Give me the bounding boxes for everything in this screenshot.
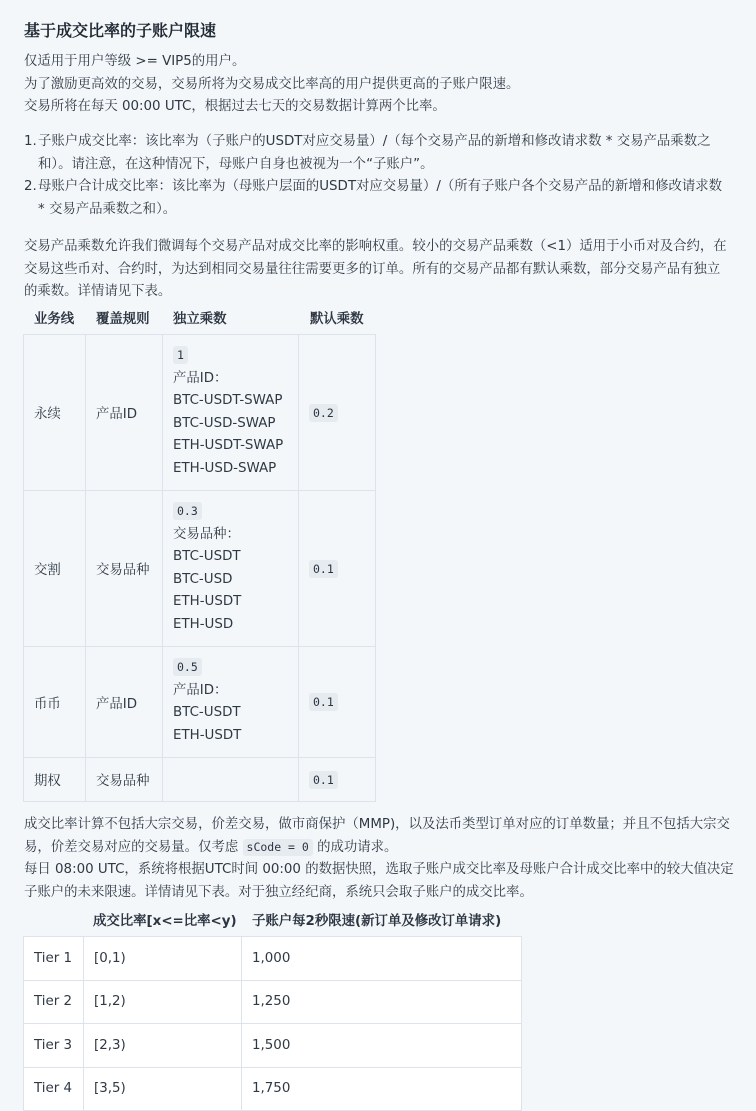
independent-multiplier-cell <box>163 335 299 491</box>
tier-cell: Tier 1 <box>24 937 84 981</box>
list-item-text: 子账户成交比率：该比率为（子账户的USDT对应交易量）/（每个交易产品的新增和修改请求数 * 交易产品乘数之和）。请注意，在这种情况下，母账户自身也被视为一个“子账户”。 <box>38 134 711 172</box>
business-line-cell: 交割 <box>24 491 86 647</box>
multiplier-code: 0.1 <box>309 560 338 578</box>
instrument-family: BTC-USDT <box>173 549 241 564</box>
instrument-id: BTC-USD-SWAP <box>173 415 276 431</box>
ratio-range-cell: [0,1) <box>84 937 242 981</box>
tier-cell: Tier 3 <box>24 1024 84 1068</box>
rule-cell: 交易品种 <box>86 491 163 647</box>
rule-cell: 交易品种 <box>86 758 163 802</box>
list-number: 2. <box>24 179 37 194</box>
instrument-family: ETH-USDT <box>173 594 242 609</box>
independent-multiplier-cell <box>163 647 299 758</box>
eligibility-text: 仅适用于用户等级 >= VIP5的用户。 <box>24 54 246 69</box>
scode-code: sCode = 0 <box>243 839 313 856</box>
list-item <box>24 131 729 176</box>
default-multiplier-cell <box>299 758 376 802</box>
table-row <box>24 937 522 981</box>
multiplier-code: 0.1 <box>309 771 338 789</box>
instrument-id: BTC-USDT-SWAP <box>173 393 283 408</box>
column-header: 业务线 <box>34 312 75 327</box>
ratio-list <box>24 131 729 221</box>
default-multiplier-cell <box>299 335 376 491</box>
note-text: 成交比率计算不包括大宗交易，价差交易，做市商保护（MMP)，以及法币类型订单对应的订单数量；并且不包括大宗交易，价差交易对应的交易量。仅考虑 <box>24 817 730 855</box>
rule-cell: 产品ID <box>86 335 163 491</box>
list-item <box>24 176 729 221</box>
column-header: 覆盖规则 <box>96 312 150 327</box>
scope-label: 产品ID： <box>173 370 228 386</box>
instrument-id: ETH-USD-SWAP <box>173 460 277 476</box>
tier-cell: Tier 2 <box>24 980 84 1024</box>
column-header: 独立乘数 <box>173 312 227 327</box>
rule-cell: 产品ID <box>86 647 163 758</box>
list-item-text: 母账户合计成交比率：该比率为（母账户层面的USDT对应交易量）/（所有子账户各个交易产品的新增和修改请求数 * 交易产品乘数之和）。 <box>38 179 723 217</box>
business-line-cell: 永续 <box>24 335 86 491</box>
multiplier-code: 0.5 <box>173 658 202 676</box>
instrument-id: ETH-USDT-SWAP <box>173 438 284 453</box>
business-line-cell: 币币 <box>24 647 86 758</box>
column-header: 子账户每2秒限速(新订单及修改订单请求) <box>252 914 502 929</box>
table-row <box>24 647 376 758</box>
list-number: 1. <box>24 134 37 149</box>
instrument-family: ETH-USD <box>173 616 234 632</box>
multiplier-table <box>23 334 376 802</box>
rate-limit-cell: 1,500 <box>242 1024 522 1068</box>
multiplier-code: 0.1 <box>309 693 338 711</box>
column-header: 默认乘数 <box>310 312 364 327</box>
table-row <box>24 335 376 491</box>
default-multiplier-cell <box>299 491 376 647</box>
instrument-id: BTC-USDT <box>173 705 241 720</box>
instrument-id: ETH-USDT <box>173 727 242 743</box>
rate-limit-cell: 1,000 <box>242 937 522 981</box>
page-title: 基于成交比率的子账户限速 <box>24 21 217 40</box>
independent-multiplier-cell <box>163 758 299 802</box>
multiplier-intro-text: 交易产品乘数允许我们微调每个交易产品对成交比率的影响权重。较小的交易产品乘数（<1）适用于小币对及合约，在交易这些币对、合约时，为达到相同交易量往往需要更多的订单。所有的交易产品都有默认乘数，部分交易产品有独立的乘数。详情请见下表。 <box>24 239 727 299</box>
table-row <box>24 491 376 647</box>
multiplier-code: 0.2 <box>309 404 338 422</box>
scope-label: 产品ID： <box>173 682 228 698</box>
snapshot-note-text: 每日 08:00 UTC，系统将根据UTC时间 00:00 的数据快照，选取子账户成交比率及母账户合计成交比率中的较大值决定子账户的未来限速。详情请见下表。对于独立经纪商，系统只会取子账户的成交比率。 <box>24 862 734 900</box>
table-row <box>24 980 522 1024</box>
tier-table <box>23 936 522 1111</box>
note-text: 的成功请求。 <box>312 839 398 855</box>
rate-limit-cell: 1,750 <box>242 1067 522 1111</box>
incentive-text: 为了激励更高效的交易，交易所将为交易成交比率高的用户提供更高的子账户限速。 <box>24 77 520 92</box>
ratio-range-cell: [1,2) <box>84 980 242 1024</box>
column-header: 成交比率[x<=比率<y) <box>93 914 237 929</box>
multiplier-code: 1 <box>173 346 188 364</box>
calculation-time-text: 交易所将在每天 00:00 UTC，根据过去七天的交易数据计算两个比率。 <box>24 99 446 114</box>
scope-label: 交易品种： <box>173 526 240 542</box>
ratio-range-cell: [2,3) <box>84 1024 242 1068</box>
rate-limit-cell: 1,250 <box>242 980 522 1024</box>
table-row <box>24 1067 522 1111</box>
default-multiplier-cell <box>299 647 376 758</box>
independent-multiplier-cell <box>163 491 299 647</box>
business-line-cell: 期权 <box>24 758 86 802</box>
multiplier-code: 0.3 <box>173 502 202 520</box>
table-row <box>24 1024 522 1068</box>
instrument-family: BTC-USD <box>173 571 233 587</box>
exclusion-note <box>24 814 734 904</box>
ratio-range-cell: [3,5) <box>84 1067 242 1111</box>
table-row <box>24 758 376 802</box>
tier-cell: Tier 4 <box>24 1067 84 1111</box>
